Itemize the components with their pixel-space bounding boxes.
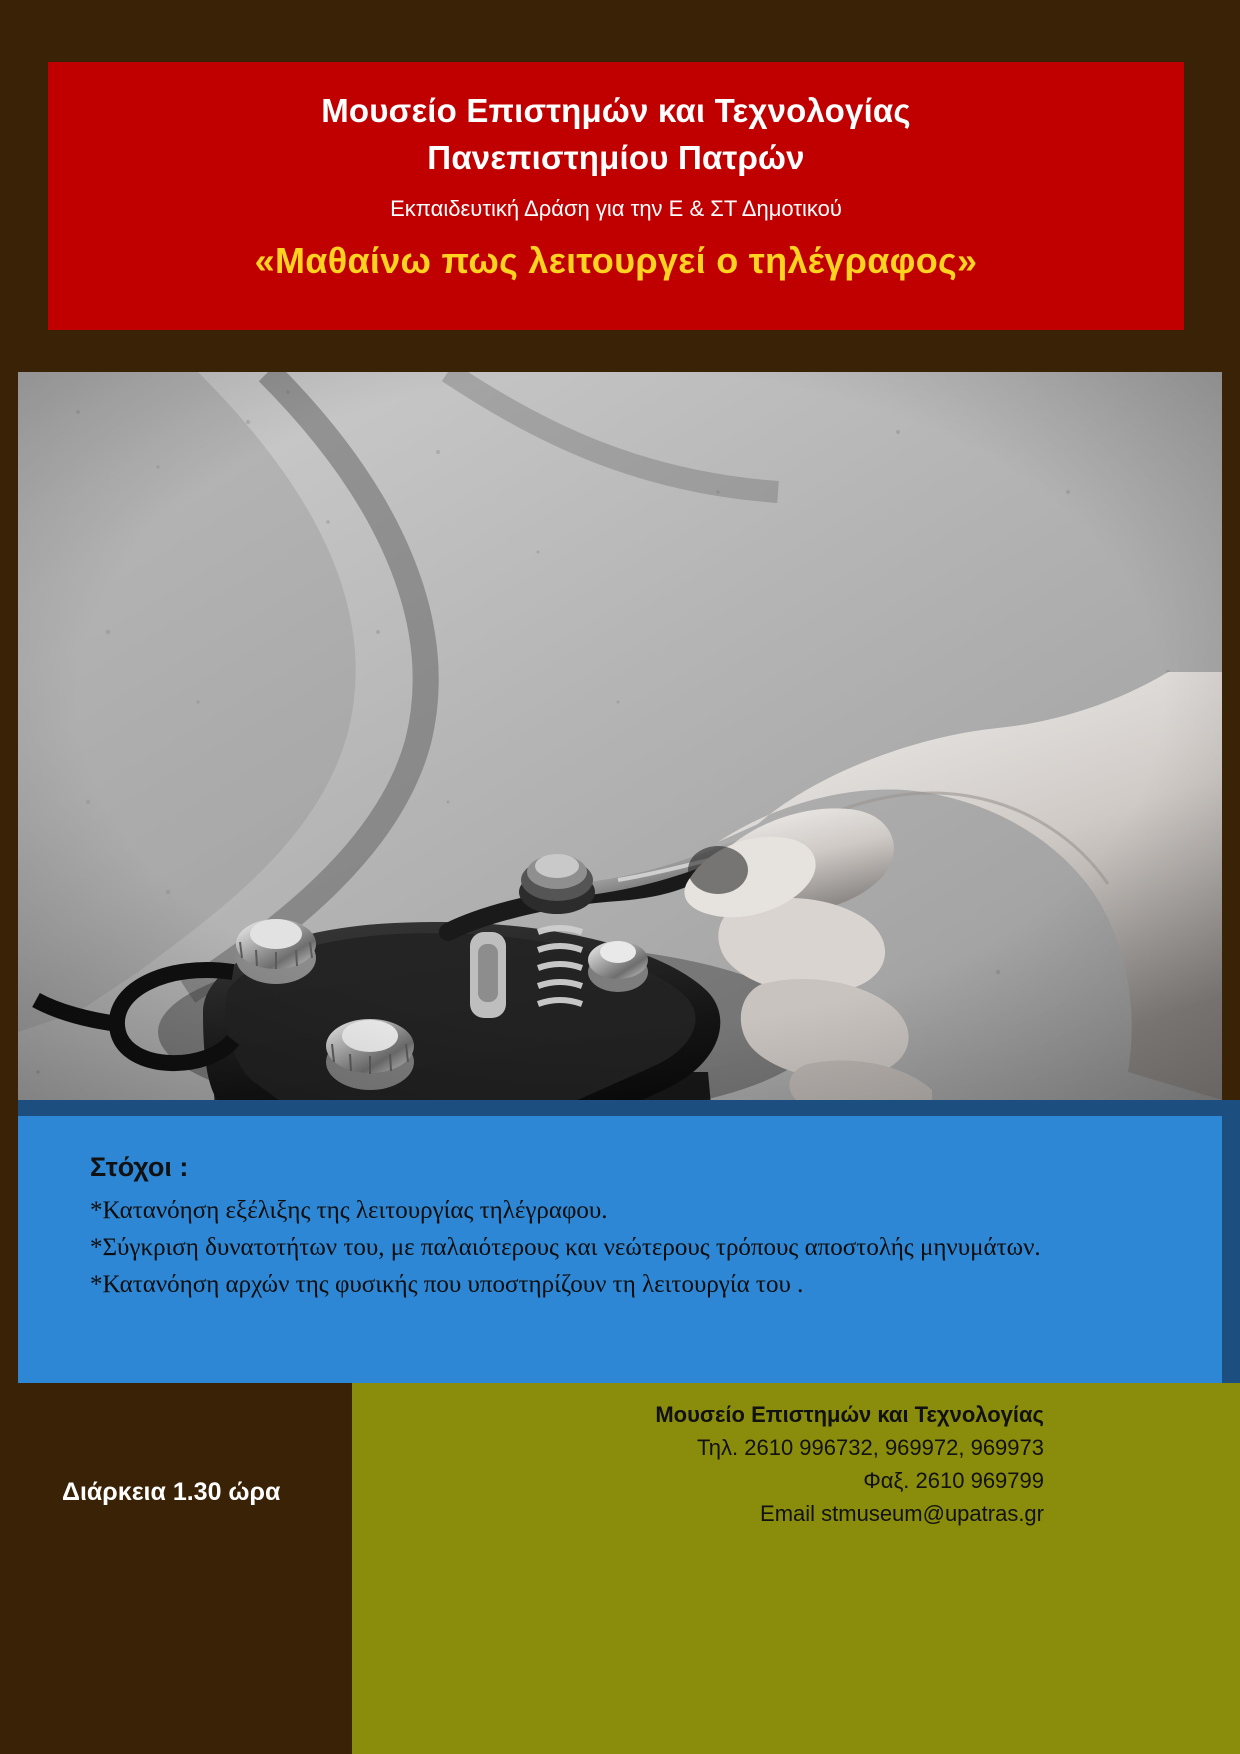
contact-museum-name: Μουσείο Επιστημών και Τεχνολογίας (655, 1402, 1044, 1427)
duration-label: Διάρκεια 1.30 ώρα (62, 1478, 281, 1506)
contact-email: Email stmuseum@upatras.gr (760, 1501, 1044, 1526)
objectives-heading: Στόχοι : (90, 1152, 189, 1182)
contact-block (655, 1398, 1044, 1530)
header-banner (48, 62, 1184, 330)
objective-item-2: *Σύγκριση δυνατοτήτων του, με παλαιότερους και νεώτερους τρόπους αποστολής μηνυμάτων. (90, 1233, 1041, 1261)
telegraph-photo (18, 372, 1222, 1100)
museum-name-line-2: Πανεπιστημίου Πατρών (427, 138, 805, 176)
telegraph-photo-graphic (18, 372, 1222, 1100)
header-subtitle: Εκπαιδευτική Δράση για την Ε & ΣΤ Δημοτικού (390, 195, 842, 221)
contact-phone: Τηλ. 2610 996732, 969972, 969973 (696, 1435, 1044, 1460)
objectives-panel (18, 1116, 1222, 1383)
objective-item-1: *Κατανόηση εξέλιξης της λειτουργίας τηλέγραφου. (90, 1197, 608, 1224)
objective-item-3: *Κατανόηση αρχών της φυσικής που υποστηρίζουν τη λειτουργία του . (90, 1270, 804, 1298)
contact-fax: Φαξ. 2610 969799 (863, 1468, 1044, 1493)
museum-name-line-1: Μουσείο Επιστημών και Τεχνολογίας (321, 92, 911, 129)
poster-title: «Μαθαίνω πως λειτουργεί ο τηλέγραφος» (254, 239, 978, 281)
